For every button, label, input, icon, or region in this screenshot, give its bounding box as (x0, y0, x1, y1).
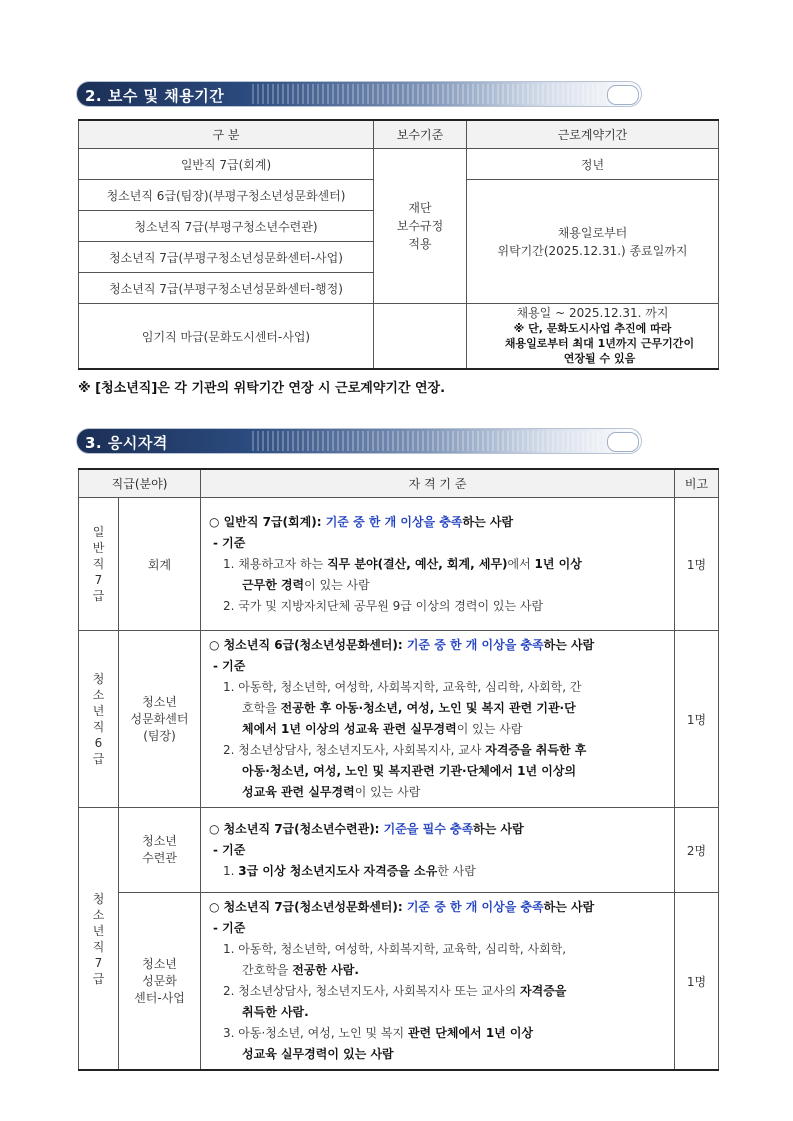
period-line: 채용일로부터 (557, 225, 628, 240)
header-cap (607, 432, 639, 452)
text: 1. 아동학, 청소년학, 여성학, 사회복지학, 교육학, 심리학, 사회학, 간 (223, 680, 582, 694)
text-bold: 3급 이상 청소년지도사 자격증을 소유 (238, 863, 438, 878)
col-header-category: 구 분 (79, 120, 374, 149)
field-line: 수련관 (142, 851, 177, 865)
text: 1. 채용하고자 하는 (223, 556, 328, 571)
note-line: ※ 단, 문화도시사업 추진에 따라 (513, 322, 672, 335)
field-accounting: 회계 (119, 498, 201, 631)
text-bold: 취득한 사람. (242, 1005, 309, 1019)
field-center-lead (119, 631, 201, 808)
criteria-lead-end: 하는 사람 (473, 821, 524, 836)
category-cell: 청소년직 7급(부평구청소년성문화센터-행정) (79, 273, 374, 304)
grade-char: 년 (92, 923, 105, 938)
grade-char: 일 (92, 525, 105, 539)
text-bold: 아동·청소년, 여성, 노인 및 복지관련 기관·단체에서 1년 이상의 (242, 764, 577, 778)
text: 2. 국가 및 지방자치단체 공무원 9급 이상의 경력이 있는 사람 (223, 598, 544, 613)
grade-youth-7 (79, 808, 119, 1071)
text: 1. (223, 863, 239, 878)
text-bold: 1년 이상 (534, 556, 582, 571)
grade-char: 직 (92, 720, 105, 734)
field-line: 성문화 (142, 973, 177, 988)
criteria-sub: - 기준 (213, 842, 246, 857)
grade-char: 급 (92, 971, 105, 986)
period-retirement-cell: 정년 (467, 149, 719, 180)
count-cell: 2명 (675, 808, 719, 893)
grade-char: 청 (92, 891, 105, 906)
text: 호학을 (242, 701, 281, 715)
grade-char: 년 (92, 704, 105, 718)
criteria-lead: ○ 청소년직 6급(청소년성문화센터): (209, 638, 407, 652)
category-cell: 청소년직 7급(부평구청소년성문화센터-사업) (79, 242, 374, 273)
criteria-youth-7-training (201, 808, 675, 893)
criteria-highlight: 기준 중 한 개 이상을 충족 (406, 900, 544, 914)
criteria-sub: - 기준 (213, 659, 246, 673)
note-line: 연장될 수 있음 (563, 352, 636, 365)
field-center-biz (119, 893, 201, 1071)
grade-char: 소 (92, 907, 105, 922)
header-decor (252, 431, 601, 451)
period-line: 위탁기간(2025.12.31.) 종료일까지 (497, 243, 688, 258)
category-cell: 청소년직 7급(부평구청소년수련관) (79, 211, 374, 242)
qualification-table (78, 468, 719, 1071)
grade-youth-6 (79, 631, 119, 808)
text: 이 있는 사람 (456, 722, 523, 736)
grade-char: 청 (92, 672, 105, 686)
section-3-header (76, 428, 642, 454)
grade-char: 급 (92, 589, 105, 603)
field-line: 청소년 (142, 956, 177, 971)
grade-char: 소 (92, 688, 105, 702)
col-header-pay: 보수기준 (374, 120, 467, 149)
grade-general-7 (79, 498, 119, 631)
header-decor (252, 84, 601, 104)
text-bold: 자격증을 취득한 후 (485, 743, 587, 757)
header-cap (607, 85, 639, 105)
pay-standard-empty (374, 304, 467, 370)
text: 3. 아동·청소년, 여성, 노인 및 복지 (223, 1026, 408, 1040)
col-header-criteria: 자 격 기 준 (201, 469, 675, 498)
section-3-title: 3. 응시자격 (85, 434, 168, 452)
criteria-sub: - 기준 (213, 921, 246, 935)
field-line: 청소년 (142, 694, 177, 709)
text: 간호학을 (242, 963, 293, 977)
criteria-lead: ○ 일반직 7급(회계): (209, 514, 326, 529)
criteria-youth-7-center (201, 893, 675, 1071)
period-contract-cell (467, 180, 719, 304)
count-cell: 1명 (675, 893, 719, 1071)
text-bold: 관련 단체에서 1년 이상 (407, 1026, 534, 1040)
period-fixed-cell (467, 304, 719, 370)
grade-char: 직 (92, 939, 105, 954)
grade-char: 7 (94, 573, 103, 587)
text: 2. 청소년상담사, 청소년지도사, 사회복지사 또는 교사의 (223, 984, 521, 998)
text-bold: 체에서 1년 이상의 성교육 관련 실무경력 (242, 722, 457, 736)
note-line: 채용일로부터 최대 1년까지 근무기간이 (504, 337, 695, 350)
text: 한 사람 (437, 863, 476, 878)
pay-line: 재단 (408, 201, 432, 215)
field-line: 청소년 (142, 834, 177, 848)
criteria-lead-end: 하는 사람 (543, 638, 595, 652)
section-2-header (76, 81, 642, 107)
category-cell: 일반직 7급(회계) (79, 149, 374, 180)
text-bold: 자격증을 (520, 984, 567, 998)
category-cell: 청소년직 6급(팀장)(부평구청소년성문화센터) (79, 180, 374, 211)
text-bold: 근무한 경력 (242, 577, 305, 592)
contract-extension-note: ※ [청소년직]은 각 기관의 위탁기간 연장 시 근로계약기간 연장. (78, 381, 446, 396)
text: 에서 (507, 556, 535, 571)
criteria-lead-end: 하는 사람 (543, 900, 595, 914)
count-cell: 1명 (675, 498, 719, 631)
text-bold: 전공한 사람. (292, 963, 359, 977)
grade-char: 반 (92, 541, 105, 555)
criteria-highlight: 기준 중 한 개 이상을 충족 (325, 514, 463, 529)
count-cell: 1명 (675, 631, 719, 808)
grade-char: 6 (94, 736, 103, 750)
criteria-general-7 (201, 498, 675, 631)
period-fixed: 채용일 ~ 2025.12.31. 까지 (516, 306, 669, 320)
pay-standard-cell (374, 149, 467, 304)
section-2-title: 2. 보수 및 채용기간 (85, 87, 225, 105)
criteria-highlight: 기준을 필수 충족 (383, 821, 474, 836)
field-line: (팀장) (143, 728, 176, 743)
field-line: 센터-사업 (134, 990, 185, 1005)
criteria-youth-6 (201, 631, 675, 808)
category-cell: 임기직 마급(문화도시센터-사업) (79, 304, 374, 370)
pay-line: 적용 (408, 237, 432, 251)
text: 이 있는 사람 (304, 577, 370, 592)
criteria-lead-end: 하는 사람 (462, 514, 514, 529)
criteria-sub: - 기준 (213, 535, 246, 550)
text: 1. 아동학, 청소년학, 여성학, 사회복지학, 교육학, 심리학, 사회학, (223, 942, 567, 956)
text: 2. 청소년상담사, 청소년지도사, 사회복지사, 교사 (223, 743, 486, 757)
text-bold: 성교육 관련 실무경력 (242, 785, 355, 799)
field-line: 성문화센터 (130, 711, 189, 726)
col-header-grade: 직급(분야) (79, 469, 201, 498)
pay-period-table (78, 119, 719, 370)
grade-char: 직 (92, 557, 105, 571)
grade-char: 7 (94, 955, 103, 970)
field-training (119, 808, 201, 893)
criteria-lead: ○ 청소년직 7급(청소년성문화센터): (209, 900, 407, 914)
text: 이 있는 사람 (354, 785, 421, 799)
col-header-remark: 비고 (675, 469, 719, 498)
text-bold: 성교육 실무경력이 있는 사람 (242, 1047, 394, 1061)
grade-char: 급 (92, 752, 105, 766)
text-bold: 전공한 후 아동·청소년, 여성, 노인 및 복지 관련 기관·단 (280, 701, 576, 715)
criteria-highlight: 기준 중 한 개 이상을 충족 (406, 638, 544, 652)
col-header-period: 근로계약기간 (467, 120, 719, 149)
criteria-lead: ○ 청소년직 7급(청소년수련관): (209, 821, 384, 836)
pay-line: 보수규정 (396, 219, 444, 233)
text-bold: 직무 분야(결산, 예산, 회계, 세무) (327, 556, 508, 571)
